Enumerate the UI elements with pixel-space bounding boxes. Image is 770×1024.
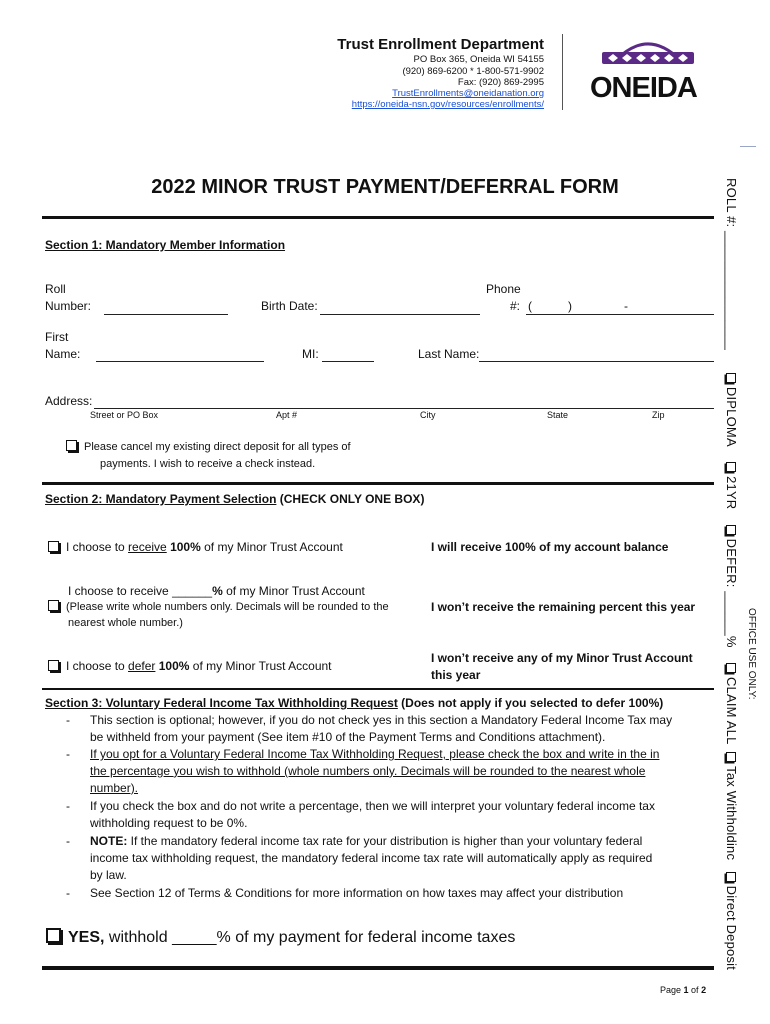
defer-100-checkbox[interactable] — [48, 660, 59, 671]
cancel-direct-deposit-option[interactable] — [66, 440, 351, 453]
cancel-deposit-line2: payments. I wish to receive a check instead. — [100, 458, 316, 470]
opt3-result-line1: I won’t receive any of my Minor Trust Account — [431, 651, 693, 665]
page-total: 2 — [701, 985, 707, 995]
opt3-pct: 100% — [158, 659, 190, 673]
address-label: Address: — [45, 394, 93, 408]
address-input[interactable] — [94, 408, 714, 409]
opt3-result-line2: this year — [431, 668, 481, 682]
phone-label-line1: Phone — [486, 282, 521, 296]
section3-bullet-3 — [66, 798, 706, 834]
opt3-pre: I choose to — [66, 659, 129, 673]
address-sub-street: Street or PO Box — [90, 410, 159, 420]
receive-percent-checkbox[interactable] — [48, 600, 59, 611]
b4-note: NOTE: — [90, 834, 128, 848]
opt2-blank[interactable]: ______ — [172, 584, 213, 598]
b4-line3: by law. — [90, 867, 127, 882]
option-receive-percent[interactable] — [48, 600, 389, 613]
opt1-post: of my Minor Trust Account — [200, 540, 343, 554]
opt2-line3: nearest whole number.) — [68, 617, 183, 629]
address-sub-city: City — [420, 410, 436, 420]
phone-input[interactable] — [526, 314, 714, 315]
mi-input[interactable] — [322, 361, 374, 362]
section2-heading-suffix: (CHECK ONLY ONE BOX) — [279, 492, 425, 506]
address-sub-state: State — [547, 410, 569, 420]
oneida-logo-icon — [596, 34, 700, 70]
department-email-link[interactable]: TrustEnrollments@oneidanation.org — [392, 88, 544, 99]
option-defer-100[interactable] — [48, 659, 332, 673]
department-url-link[interactable]: https://oneida-nsn.gov/resources/enrollments/ — [351, 99, 544, 110]
department-fax: Fax: (920) 869-2995 — [457, 77, 544, 88]
opt1-pre: I choose to — [66, 540, 129, 554]
cancel-deposit-checkbox[interactable] — [66, 440, 77, 451]
section3-bullet-5 — [66, 885, 706, 903]
bullet-dash: - — [66, 799, 70, 813]
b4-line2: income tax withholding request, the mandatory federal income tax rate will automatically apply as required — [90, 850, 653, 865]
side-roll: ROLL #: ________________ — [724, 178, 739, 351]
opt2-line1-pre: I choose to receive — [68, 584, 173, 598]
last-name-input[interactable] — [479, 361, 714, 362]
page-of: of — [688, 985, 702, 995]
last-name-label: Last Name: — [418, 347, 480, 361]
bullet-dash: - — [66, 834, 70, 848]
side-21yr: 21YR — [724, 476, 739, 510]
first-name-label-line2: Name: — [45, 347, 81, 361]
section3-bullet-1 — [66, 712, 706, 748]
roll-number-input[interactable] — [104, 314, 228, 315]
department-address: PO Box 365, Oneida WI 54155 — [413, 54, 544, 65]
bullet-dash: - — [66, 713, 70, 727]
side-tax-withholding: Tax Withholdinc — [724, 766, 739, 861]
bullet-dash: - — [66, 886, 70, 900]
b2-line1: If you opt for a Voluntary Federal Income Tax Withholding Request, please check the box and write in the in — [90, 747, 660, 761]
page-current: 1 — [683, 985, 689, 995]
side-defer-checkbox[interactable] — [726, 525, 736, 535]
tax-withholding-checkbox[interactable] — [46, 928, 61, 943]
side-defer: DEFER: ______% — [724, 538, 739, 648]
b1-line2: be withheld from your payment (See item #10 of the Payment Terms and Conditions attachment). — [90, 729, 606, 744]
b2-line2: the percentage you wish to withhold (whole numbers only. Decimals will be rounded to the nearest whole — [90, 763, 646, 778]
opt2-result: I won’t receive the remaining percent this year — [431, 600, 696, 614]
b3-line2: withholding request to be 0%. — [90, 815, 248, 830]
corner-mark — [740, 146, 756, 147]
section3-heading-row — [45, 696, 663, 710]
side-direct-deposit-checkbox[interactable] — [726, 872, 736, 882]
page-pre: Page — [660, 985, 684, 995]
office-use-column — [724, 178, 739, 970]
bottom-rule — [42, 966, 714, 970]
side-diploma-checkbox[interactable] — [726, 373, 736, 383]
bullet-dash: - — [66, 747, 70, 761]
side-21yr-checkbox[interactable] — [726, 462, 736, 472]
office-use-label: OFFICE USE ONLY: — [746, 608, 757, 700]
phone-paren-close: ) — [568, 299, 572, 313]
header-divider — [562, 34, 563, 110]
b4-line1: If the mandatory federal income tax rate for your distribution is higher than your voluntary federal — [127, 834, 643, 848]
address-sub-apt: Apt # — [276, 410, 298, 420]
opt2-line2: (Please write whole numbers only. Decimals will be rounded to the — [66, 601, 389, 613]
section3-bullet-2 — [66, 746, 706, 798]
opt3-post: of my Minor Trust Account — [189, 659, 332, 673]
section2-heading: Section 2: Mandatory Payment Selection — [45, 492, 277, 506]
first-name-input[interactable] — [96, 361, 264, 362]
title-rule — [42, 216, 714, 219]
address-sub-zip: Zip — [652, 410, 665, 420]
roll-label-line2: Number: — [45, 299, 92, 313]
oneida-logo-text: ONEIDA — [590, 72, 697, 104]
b1-line1: This section is optional; however, if you do not check yes in this section a Mandatory Federal Income Tax may — [90, 713, 673, 727]
side-direct-deposit: Direct Deposit — [724, 885, 739, 971]
first-name-label-line1: First — [45, 330, 69, 344]
side-claim-all: CLAIM ALL — [724, 676, 739, 745]
receive-100-checkbox[interactable] — [48, 541, 59, 552]
phone-label-line2: #: — [510, 299, 521, 313]
side-tax-withholding-checkbox[interactable] — [726, 752, 736, 762]
phone-dash: - — [624, 299, 628, 313]
side-diploma: DIPLOMA — [724, 386, 739, 447]
opt1-pct: 100% — [170, 540, 201, 554]
side-claim-all-checkbox[interactable] — [726, 663, 736, 673]
section1-heading: Section 1: Mandatory Member Information — [45, 238, 286, 252]
opt3-verb: defer — [128, 659, 156, 673]
roll-label-line1: Roll — [45, 282, 66, 296]
phone-paren-open: ( — [528, 299, 532, 313]
birth-date-label: Birth Date: — [261, 299, 318, 313]
b2-line3: number). — [90, 780, 139, 795]
section2-heading-row — [45, 492, 424, 506]
form-title: 2022 MINOR TRUST PAYMENT/DEFERRAL FORM — [151, 176, 619, 198]
opt1-verb: receive — [128, 540, 167, 554]
tax-withholding-yes-option[interactable] — [46, 928, 515, 947]
b3-line1: If you check the box and do not write a percentage, then we will interpret your voluntary federal income tax — [90, 799, 655, 813]
section3-bullet-4 — [66, 833, 706, 885]
b5-line1: See Section 12 of Terms & Conditions for more information on how taxes may affect your distribution — [90, 886, 624, 900]
page-number — [660, 985, 706, 995]
department-phones: (920) 869-6200 * 1-800-571-9902 — [402, 66, 544, 77]
mi-label: MI: — [302, 347, 319, 361]
section1-rule — [42, 482, 714, 485]
yes-text: withhold _____% of my payment for federal income taxes — [104, 929, 516, 946]
section2-rule — [42, 688, 714, 690]
cancel-deposit-line1: Please cancel my existing direct deposit for all types of — [84, 441, 351, 453]
department-name: Trust Enrollment Department — [337, 36, 544, 53]
opt2-line1: I choose to receive ______% of my Minor Trust Account — [68, 584, 365, 598]
birth-date-input[interactable] — [320, 314, 480, 315]
section3-heading: Section 3: Voluntary Federal Income Tax Withholding Request — [45, 696, 398, 710]
section3-heading-suffix: (Does not apply if you selected to defer 100%) — [401, 696, 664, 710]
option-receive-100[interactable] — [48, 540, 343, 554]
opt1-result: I will receive 100% of my account balance — [431, 540, 669, 554]
yes-label: YES, — [68, 929, 105, 946]
